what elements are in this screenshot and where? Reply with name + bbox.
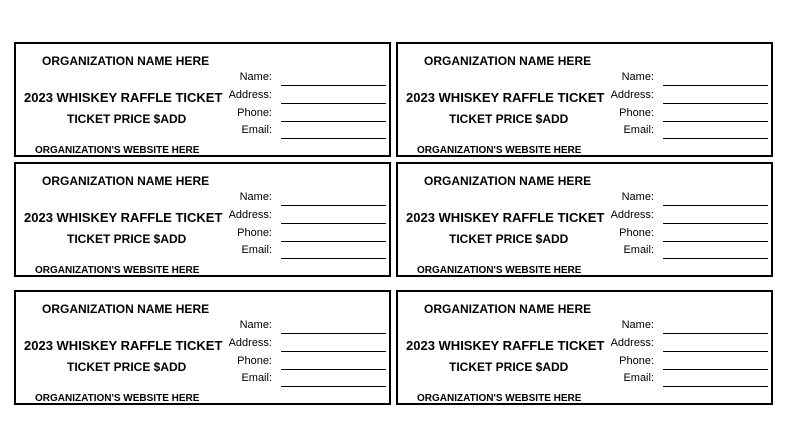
address-field[interactable] (663, 103, 768, 104)
address-field[interactable] (281, 103, 386, 104)
raffle-ticket (396, 162, 773, 277)
raffle-ticket (396, 290, 773, 405)
organization-name: ORGANIZATION NAME HERE (424, 174, 592, 188)
ticket-title: 2023 WHISKEY RAFFLE TICKET (406, 338, 605, 353)
organization-website: ORGANIZATION'S WEBSITE HERE (417, 393, 582, 404)
name-label: Name: (621, 191, 654, 203)
address-field[interactable] (663, 223, 768, 224)
name-field[interactable] (663, 205, 768, 206)
ticket-title: 2023 WHISKEY RAFFLE TICKET (406, 90, 605, 105)
phone-field[interactable] (663, 241, 768, 242)
email-label: Email: (241, 372, 272, 384)
phone-label: Phone: (619, 107, 654, 119)
phone-field[interactable] (663, 121, 768, 122)
ticket-title: 2023 WHISKEY RAFFLE TICKET (406, 210, 605, 225)
ticket-title: 2023 WHISKEY RAFFLE TICKET (24, 338, 223, 353)
address-label: Address: (228, 89, 272, 101)
organization-website: ORGANIZATION'S WEBSITE HERE (35, 145, 200, 156)
name-label: Name: (621, 71, 654, 83)
organization-website: ORGANIZATION'S WEBSITE HERE (417, 145, 582, 156)
ticket-price: TICKET PRICE $ADD (67, 112, 187, 126)
phone-label: Phone: (619, 355, 654, 367)
organization-name: ORGANIZATION NAME HERE (42, 174, 210, 188)
email-field[interactable] (663, 258, 768, 259)
organization-website: ORGANIZATION'S WEBSITE HERE (35, 393, 200, 404)
name-field[interactable] (663, 85, 768, 86)
name-label: Name: (621, 319, 654, 331)
organization-website: ORGANIZATION'S WEBSITE HERE (417, 265, 582, 276)
email-field[interactable] (663, 138, 768, 139)
phone-field[interactable] (663, 369, 768, 370)
name-field[interactable] (281, 333, 386, 334)
name-label: Name: (239, 191, 272, 203)
email-field[interactable] (281, 138, 386, 139)
email-field[interactable] (281, 258, 386, 259)
organization-name: ORGANIZATION NAME HERE (424, 302, 592, 316)
ticket-price: TICKET PRICE $ADD (449, 360, 569, 374)
email-label: Email: (241, 124, 272, 136)
address-label: Address: (610, 337, 654, 349)
organization-name: ORGANIZATION NAME HERE (42, 302, 210, 316)
phone-field[interactable] (281, 241, 386, 242)
raffle-ticket (396, 42, 773, 157)
ticket-price: TICKET PRICE $ADD (449, 232, 569, 246)
email-label: Email: (623, 244, 654, 256)
email-field[interactable] (281, 386, 386, 387)
phone-field[interactable] (281, 121, 386, 122)
ticket-price: TICKET PRICE $ADD (67, 232, 187, 246)
name-label: Name: (239, 319, 272, 331)
organization-name: ORGANIZATION NAME HERE (42, 54, 210, 68)
organization-name: ORGANIZATION NAME HERE (424, 54, 592, 68)
address-label: Address: (610, 89, 654, 101)
name-field[interactable] (281, 85, 386, 86)
name-field[interactable] (663, 333, 768, 334)
address-label: Address: (228, 337, 272, 349)
ticket-title: 2023 WHISKEY RAFFLE TICKET (24, 90, 223, 105)
organization-website: ORGANIZATION'S WEBSITE HERE (35, 265, 200, 276)
ticket-price: TICKET PRICE $ADD (449, 112, 569, 126)
email-label: Email: (241, 244, 272, 256)
raffle-ticket (14, 290, 391, 405)
address-field[interactable] (281, 223, 386, 224)
phone-field[interactable] (281, 369, 386, 370)
address-field[interactable] (281, 351, 386, 352)
name-field[interactable] (281, 205, 386, 206)
phone-label: Phone: (237, 355, 272, 367)
email-field[interactable] (663, 386, 768, 387)
phone-label: Phone: (619, 227, 654, 239)
raffle-ticket (14, 162, 391, 277)
ticket-price: TICKET PRICE $ADD (67, 360, 187, 374)
email-label: Email: (623, 372, 654, 384)
email-label: Email: (623, 124, 654, 136)
ticket-title: 2023 WHISKEY RAFFLE TICKET (24, 210, 223, 225)
address-field[interactable] (663, 351, 768, 352)
raffle-ticket (14, 42, 391, 157)
phone-label: Phone: (237, 107, 272, 119)
name-label: Name: (239, 71, 272, 83)
phone-label: Phone: (237, 227, 272, 239)
address-label: Address: (610, 209, 654, 221)
address-label: Address: (228, 209, 272, 221)
